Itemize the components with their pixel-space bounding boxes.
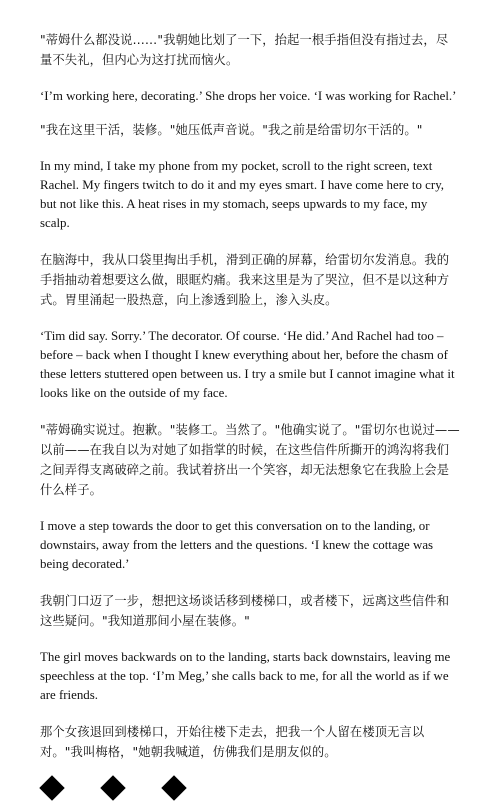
paragraph-zh-11: 那个女孩退回到楼梯口，开始往楼下走去，把我一个人留在楼顶无言以对。"我叫梅格，"她朝我喊道，仿佛我们是朋友似的。	[40, 725, 425, 759]
section-break	[40, 779, 460, 797]
diamond-icon	[100, 775, 125, 800]
paragraph-zh-1: "蒂姆什么都没说……"我朝她比划了一下，抬起一根手指但没有指过去，尽量不失礼，但内心为这打扰而恼火。	[40, 33, 449, 67]
paragraph-zh-7: "蒂姆确实说过。抱歉。"装修工。当然了。"他确实说了。"雷切尔也说过——以前——在我自以为对她了如指掌的时候，在这些信件所撕开的鸿沟将我们之间弄得支离破碎之前。我试着挤出一个笑容，却无法想象它在我脸上会是什么样子。	[40, 423, 460, 497]
diamond-icon	[39, 775, 64, 800]
diamond-icon	[161, 775, 186, 800]
paragraph-en-10: The girl moves backwards on to the landing, starts back downstairs, leaving me speechless at the top. ‘I’m Meg,’ she calls back to me, for all the world as if we are friends.	[40, 650, 451, 702]
paragraph-zh-3: "我在这里干活，装修。"她压低声音说。"我之前是给雷切尔干活的。"	[40, 123, 423, 137]
document-page	[40, 30, 460, 797]
paragraph-zh-5: 在脑海中，我从口袋里掏出手机，滑到正确的屏幕，给雷切尔发消息。我的手指抽动着想要这么做，眼眶灼痛。我来这里是为了哭泣，但不是以这种方式。胃里涌起一股热意，向上渗透到脸上，渗入头皮。	[40, 253, 450, 307]
paragraph-en-2: ‘I’m working here, decorating.’ She drops her voice. ‘I was working for Rachel.’	[40, 89, 457, 103]
paragraph-en-8: I move a step towards the door to get this conversation on to the landing, or downstairs, away from the letters and the questions. ‘I knew the cottage was being decorated.’	[40, 519, 434, 571]
paragraph-en-6: ‘Tim did say. Sorry.’ The decorator. Of course. ‘He did.’ And Rachel had too – before – back when I thought I knew everything about her, before the chasm of these letters stuttered open between us. I try a smile but I cannot imagine what it looks like on the outside of my face.	[40, 329, 455, 400]
paragraph-en-4: In my mind, I take my phone from my pocket, scroll to the right screen, text Rachel. My fingers twitch to do it and my eyes smart. I have come here to cry, but not like this. A heat rises in my stomach, seeps upwards to my face, my scalp.	[40, 159, 445, 230]
paragraph-zh-9: 我朝门口迈了一步，想把这场谈话移到楼梯口，或者楼下，远离这些信件和这些疑问。"我知道那间小屋在装修。"	[40, 594, 450, 628]
